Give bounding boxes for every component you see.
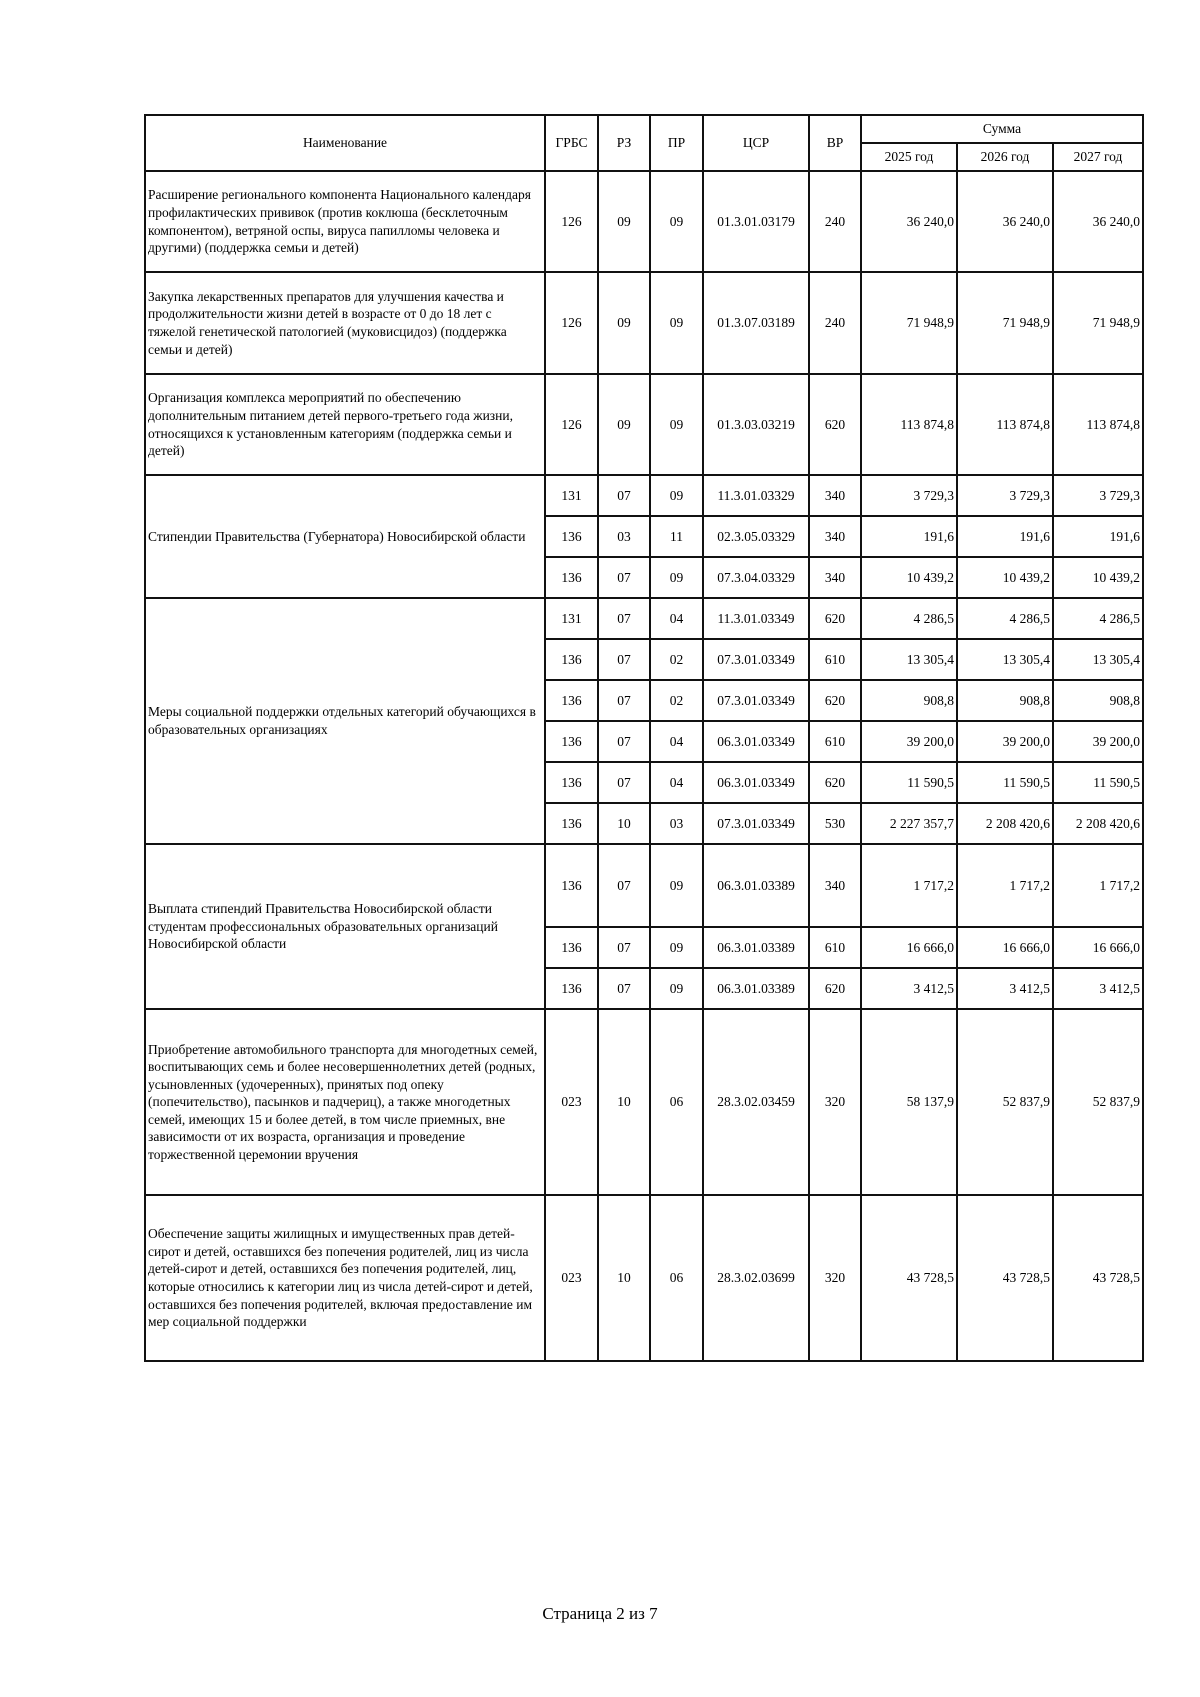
header-vr: ВР bbox=[809, 115, 861, 171]
cell-rz: 07 bbox=[598, 639, 650, 680]
header-sum: Сумма bbox=[861, 115, 1143, 143]
cell-y2: 71 948,9 bbox=[957, 272, 1053, 374]
header-rz: РЗ bbox=[598, 115, 650, 171]
cell-y2: 11 590,5 bbox=[957, 762, 1053, 803]
cell-pr: 04 bbox=[650, 721, 703, 762]
cell-pr: 09 bbox=[650, 475, 703, 516]
cell-vr: 620 bbox=[809, 968, 861, 1009]
cell-y3: 3 729,3 bbox=[1053, 475, 1143, 516]
table-row bbox=[145, 844, 1143, 927]
cell-y3: 4 286,5 bbox=[1053, 598, 1143, 639]
cell-y1: 2 227 357,7 bbox=[861, 803, 957, 844]
cell-pr: 06 bbox=[650, 1009, 703, 1195]
cell-y2: 908,8 bbox=[957, 680, 1053, 721]
cell-rz: 07 bbox=[598, 598, 650, 639]
cell-rz: 09 bbox=[598, 374, 650, 475]
cell-pr: 04 bbox=[650, 598, 703, 639]
cell-vr: 240 bbox=[809, 171, 861, 272]
cell-csr: 07.3.04.03329 bbox=[703, 557, 809, 598]
cell-grbs: 136 bbox=[545, 844, 598, 927]
cell-grbs: 136 bbox=[545, 639, 598, 680]
cell-vr: 620 bbox=[809, 680, 861, 721]
budget-table bbox=[144, 114, 1144, 1362]
cell-csr: 06.3.01.03349 bbox=[703, 721, 809, 762]
item-name-cell: Приобретение автомобильного транспорта для многодетных семей, воспитывающих семь и более несовершеннолетних детей (родных, усыновленных (удочеренных), принятых под опеку (попечительство), пасынков и падчериц), а также многодетных семей, имеющих 15 и более детей, в том числе приемных, вне зависимости от их возраста, организация и проведение торжественной церемонии вручения bbox=[145, 1009, 545, 1195]
cell-y2: 2 208 420,6 bbox=[957, 803, 1053, 844]
cell-y2: 1 717,2 bbox=[957, 844, 1053, 927]
cell-vr: 530 bbox=[809, 803, 861, 844]
cell-y3: 191,6 bbox=[1053, 516, 1143, 557]
item-name-cell: Закупка лекарственных препаратов для улучшения качества и продолжительности жизни детей в возрасте от 0 до 18 лет с тяжелой генетической патологией (муковисцидоз) (поддержка семьи и детей) bbox=[145, 272, 545, 374]
item-name-cell: Организация комплекса мероприятий по обеспечению дополнительным питанием детей первого-третьего года жизни, относящихся к установленным категориям (поддержка семьи и детей) bbox=[145, 374, 545, 475]
cell-y3: 71 948,9 bbox=[1053, 272, 1143, 374]
table-row bbox=[145, 1195, 1143, 1361]
cell-grbs: 136 bbox=[545, 968, 598, 1009]
cell-csr: 02.3.05.03329 bbox=[703, 516, 809, 557]
cell-y3: 113 874,8 bbox=[1053, 374, 1143, 475]
header-year-2025: 2025 год bbox=[861, 143, 957, 171]
cell-grbs: 136 bbox=[545, 516, 598, 557]
cell-grbs: 023 bbox=[545, 1195, 598, 1361]
cell-csr: 06.3.01.03389 bbox=[703, 968, 809, 1009]
cell-y3: 36 240,0 bbox=[1053, 171, 1143, 272]
cell-rz: 07 bbox=[598, 844, 650, 927]
header-grbs: ГРБС bbox=[545, 115, 598, 171]
cell-y1: 10 439,2 bbox=[861, 557, 957, 598]
cell-y3: 10 439,2 bbox=[1053, 557, 1143, 598]
header-year-2027: 2027 год bbox=[1053, 143, 1143, 171]
cell-rz: 09 bbox=[598, 272, 650, 374]
table-row bbox=[145, 598, 1143, 639]
cell-rz: 07 bbox=[598, 475, 650, 516]
cell-vr: 240 bbox=[809, 272, 861, 374]
cell-pr: 03 bbox=[650, 803, 703, 844]
cell-rz: 07 bbox=[598, 968, 650, 1009]
cell-y1: 11 590,5 bbox=[861, 762, 957, 803]
cell-y3: 3 412,5 bbox=[1053, 968, 1143, 1009]
page-number: Страница 2 из 7 bbox=[542, 1604, 658, 1623]
cell-y1: 39 200,0 bbox=[861, 721, 957, 762]
cell-y3: 39 200,0 bbox=[1053, 721, 1143, 762]
cell-csr: 07.3.01.03349 bbox=[703, 680, 809, 721]
cell-y1: 113 874,8 bbox=[861, 374, 957, 475]
cell-grbs: 131 bbox=[545, 598, 598, 639]
cell-y2: 39 200,0 bbox=[957, 721, 1053, 762]
cell-pr: 09 bbox=[650, 844, 703, 927]
table-row bbox=[145, 171, 1143, 272]
cell-vr: 340 bbox=[809, 844, 861, 927]
cell-rz: 10 bbox=[598, 803, 650, 844]
cell-grbs: 136 bbox=[545, 557, 598, 598]
cell-csr: 07.3.01.03349 bbox=[703, 803, 809, 844]
cell-csr: 01.3.01.03179 bbox=[703, 171, 809, 272]
cell-y1: 13 305,4 bbox=[861, 639, 957, 680]
budget-table-wrapper bbox=[144, 114, 1142, 1362]
cell-pr: 06 bbox=[650, 1195, 703, 1361]
cell-pr: 09 bbox=[650, 272, 703, 374]
cell-y3: 2 208 420,6 bbox=[1053, 803, 1143, 844]
cell-vr: 610 bbox=[809, 639, 861, 680]
cell-vr: 620 bbox=[809, 598, 861, 639]
cell-rz: 07 bbox=[598, 680, 650, 721]
cell-y1: 36 240,0 bbox=[861, 171, 957, 272]
cell-y1: 3 412,5 bbox=[861, 968, 957, 1009]
header-name: Наименование bbox=[145, 115, 545, 171]
cell-rz: 03 bbox=[598, 516, 650, 557]
cell-vr: 320 bbox=[809, 1195, 861, 1361]
cell-y2: 13 305,4 bbox=[957, 639, 1053, 680]
cell-y1: 908,8 bbox=[861, 680, 957, 721]
cell-y1: 16 666,0 bbox=[861, 927, 957, 968]
cell-vr: 340 bbox=[809, 557, 861, 598]
cell-csr: 01.3.03.03219 bbox=[703, 374, 809, 475]
cell-grbs: 136 bbox=[545, 721, 598, 762]
cell-csr: 28.3.02.03699 bbox=[703, 1195, 809, 1361]
table-row bbox=[145, 374, 1143, 475]
cell-y2: 3 729,3 bbox=[957, 475, 1053, 516]
cell-csr: 11.3.01.03349 bbox=[703, 598, 809, 639]
cell-grbs: 136 bbox=[545, 762, 598, 803]
cell-csr: 06.3.01.03349 bbox=[703, 762, 809, 803]
cell-grbs: 126 bbox=[545, 272, 598, 374]
cell-y2: 36 240,0 bbox=[957, 171, 1053, 272]
cell-y1: 43 728,5 bbox=[861, 1195, 957, 1361]
cell-y2: 3 412,5 bbox=[957, 968, 1053, 1009]
cell-vr: 340 bbox=[809, 475, 861, 516]
cell-vr: 340 bbox=[809, 516, 861, 557]
cell-y1: 58 137,9 bbox=[861, 1009, 957, 1195]
cell-rz: 10 bbox=[598, 1195, 650, 1361]
cell-y3: 43 728,5 bbox=[1053, 1195, 1143, 1361]
cell-y1: 4 286,5 bbox=[861, 598, 957, 639]
cell-y3: 13 305,4 bbox=[1053, 639, 1143, 680]
cell-pr: 09 bbox=[650, 171, 703, 272]
cell-csr: 06.3.01.03389 bbox=[703, 844, 809, 927]
cell-y2: 10 439,2 bbox=[957, 557, 1053, 598]
cell-pr: 09 bbox=[650, 374, 703, 475]
cell-y3: 16 666,0 bbox=[1053, 927, 1143, 968]
item-name-cell: Стипендии Правительства (Губернатора) Новосибирской области bbox=[145, 475, 545, 598]
cell-vr: 610 bbox=[809, 721, 861, 762]
cell-vr: 610 bbox=[809, 927, 861, 968]
cell-pr: 09 bbox=[650, 968, 703, 1009]
cell-pr: 02 bbox=[650, 639, 703, 680]
cell-pr: 04 bbox=[650, 762, 703, 803]
cell-y2: 113 874,8 bbox=[957, 374, 1053, 475]
table-row bbox=[145, 272, 1143, 374]
cell-y2: 43 728,5 bbox=[957, 1195, 1053, 1361]
cell-grbs: 023 bbox=[545, 1009, 598, 1195]
header-year-2026: 2026 год bbox=[957, 143, 1053, 171]
cell-csr: 06.3.01.03389 bbox=[703, 927, 809, 968]
header-csr: ЦСР bbox=[703, 115, 809, 171]
table-row bbox=[145, 1009, 1143, 1195]
cell-pr: 09 bbox=[650, 557, 703, 598]
table-body bbox=[145, 171, 1143, 1361]
cell-pr: 09 bbox=[650, 927, 703, 968]
cell-y2: 16 666,0 bbox=[957, 927, 1053, 968]
header-pr: ПР bbox=[650, 115, 703, 171]
item-name-cell: Обеспечение защиты жилищных и имущественных прав детей-сирот и детей, оставшихся без попечения родителей, лиц из числа детей-сирот и детей, оставшихся без попечения родителей, лиц, которые относились к категории лиц из числа детей-сирот и детей, оставшихся без попечения родителей, включая предоставление им мер социальной поддержки bbox=[145, 1195, 545, 1361]
cell-rz: 09 bbox=[598, 171, 650, 272]
cell-grbs: 126 bbox=[545, 374, 598, 475]
cell-csr: 01.3.07.03189 bbox=[703, 272, 809, 374]
cell-csr: 07.3.01.03349 bbox=[703, 639, 809, 680]
cell-grbs: 126 bbox=[545, 171, 598, 272]
cell-vr: 320 bbox=[809, 1009, 861, 1195]
cell-rz: 10 bbox=[598, 1009, 650, 1195]
table-row bbox=[145, 475, 1143, 516]
cell-grbs: 136 bbox=[545, 803, 598, 844]
cell-y3: 11 590,5 bbox=[1053, 762, 1143, 803]
cell-csr: 11.3.01.03329 bbox=[703, 475, 809, 516]
item-name-cell: Выплата стипендий Правительства Новосибирской области студентам профессиональных образовательных организаций Новосибирской области bbox=[145, 844, 545, 1009]
cell-rz: 07 bbox=[598, 557, 650, 598]
cell-vr: 620 bbox=[809, 374, 861, 475]
cell-y3: 1 717,2 bbox=[1053, 844, 1143, 927]
cell-grbs: 136 bbox=[545, 927, 598, 968]
cell-y3: 908,8 bbox=[1053, 680, 1143, 721]
cell-pr: 02 bbox=[650, 680, 703, 721]
item-name-cell: Меры социальной поддержки отдельных категорий обучающихся в образовательных организациях bbox=[145, 598, 545, 844]
cell-grbs: 131 bbox=[545, 475, 598, 516]
cell-rz: 07 bbox=[598, 721, 650, 762]
cell-pr: 11 bbox=[650, 516, 703, 557]
cell-y2: 52 837,9 bbox=[957, 1009, 1053, 1195]
cell-rz: 07 bbox=[598, 762, 650, 803]
cell-y1: 191,6 bbox=[861, 516, 957, 557]
cell-grbs: 136 bbox=[545, 680, 598, 721]
cell-vr: 620 bbox=[809, 762, 861, 803]
cell-y2: 191,6 bbox=[957, 516, 1053, 557]
cell-y3: 52 837,9 bbox=[1053, 1009, 1143, 1195]
cell-csr: 28.3.02.03459 bbox=[703, 1009, 809, 1195]
cell-rz: 07 bbox=[598, 927, 650, 968]
cell-y1: 1 717,2 bbox=[861, 844, 957, 927]
item-name-cell: Расширение регионального компонента Национального календаря профилактических прививок (против коклюша (бесклеточным компонентом), ветряной оспы, вируса папилломы человека и другими) (поддержка семьи и детей) bbox=[145, 171, 545, 272]
cell-y1: 71 948,9 bbox=[861, 272, 957, 374]
cell-y1: 3 729,3 bbox=[861, 475, 957, 516]
cell-y2: 4 286,5 bbox=[957, 598, 1053, 639]
